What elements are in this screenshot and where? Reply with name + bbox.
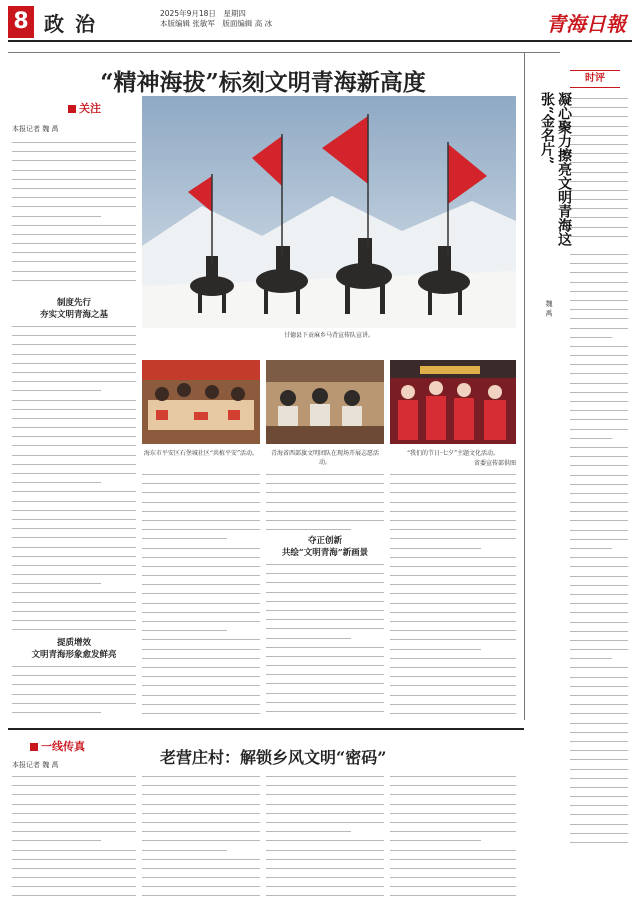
commentary-title: 凝心聚力擦亮文明青海这张“金名片” (539, 92, 572, 246)
commentary-column-1 (570, 94, 628, 244)
main-byline: 本报记者 魏 禹 (12, 125, 59, 133)
caption-4: “我们的节日·七夕”主题文化活动。 (406, 450, 500, 457)
bottom-section-divider (8, 728, 524, 730)
main-column-2 (142, 470, 260, 720)
photo-qixi-festival (390, 360, 516, 444)
photo-volunteer-activity (266, 360, 384, 444)
bottom-column-4 (390, 772, 516, 898)
subhead-1: 制度先行 夯实文明青海之基 (39, 298, 108, 320)
main-lead-column (12, 138, 136, 288)
commentary-author: 魏 禹 (545, 300, 553, 317)
bottom-column-3 (266, 772, 384, 898)
bottom-byline: 本报记者 魏 禹 (12, 761, 59, 769)
bottom-headline: 老营庄村：解锁乡风文明“密码” (160, 748, 387, 767)
issue-meta (160, 9, 272, 29)
column-divider (524, 52, 525, 720)
newspaper-logo: 青海日報 (546, 12, 626, 36)
top-divider (8, 52, 560, 53)
main-column-3a (266, 470, 384, 530)
commentary-column-2 (570, 250, 628, 850)
caption-3: 青海省西部旗文明团队在现场开展志愿活动。 (270, 450, 379, 466)
photo-community-event (142, 360, 260, 444)
photo-horseback-propaganda-team (142, 96, 516, 328)
main-column-1 (12, 322, 136, 632)
bottom-column-2 (142, 772, 260, 898)
page-number: 8 (8, 6, 34, 38)
tag-shiping: 时评 (570, 70, 620, 88)
subhead-3: 夺正创新 共绘“文明青海”新画景 (281, 536, 369, 558)
caption-2: 海东市平安区石堡城社区“共植平安”活动。 (143, 450, 259, 457)
main-headline: “精神海拔”标刻文明青海新高度 (100, 69, 426, 96)
section-title: 政 治 (44, 12, 97, 36)
main-column-3b (266, 560, 384, 720)
page-header (8, 6, 632, 42)
photo-credit: 省委宣传部供图 (473, 460, 516, 467)
issue-date: 2025年9月18日 星期四 (160, 9, 246, 18)
caption-1: 甘德县下贡麻乡马背宣传队宣讲。 (283, 332, 374, 339)
tag-yixian: 一线传真 (30, 738, 85, 754)
editor-credits: 本版编辑 张敏军 版面编辑 高 冰 (160, 19, 273, 28)
photo-spacer (142, 342, 516, 356)
tag-guanzhu: 关注 (68, 100, 101, 116)
main-column-4 (390, 470, 516, 720)
main-column-1b (12, 662, 136, 720)
bottom-column-1 (12, 772, 136, 898)
subhead-2: 提质增效 文明青海形象愈发鲜亮 (31, 638, 117, 660)
